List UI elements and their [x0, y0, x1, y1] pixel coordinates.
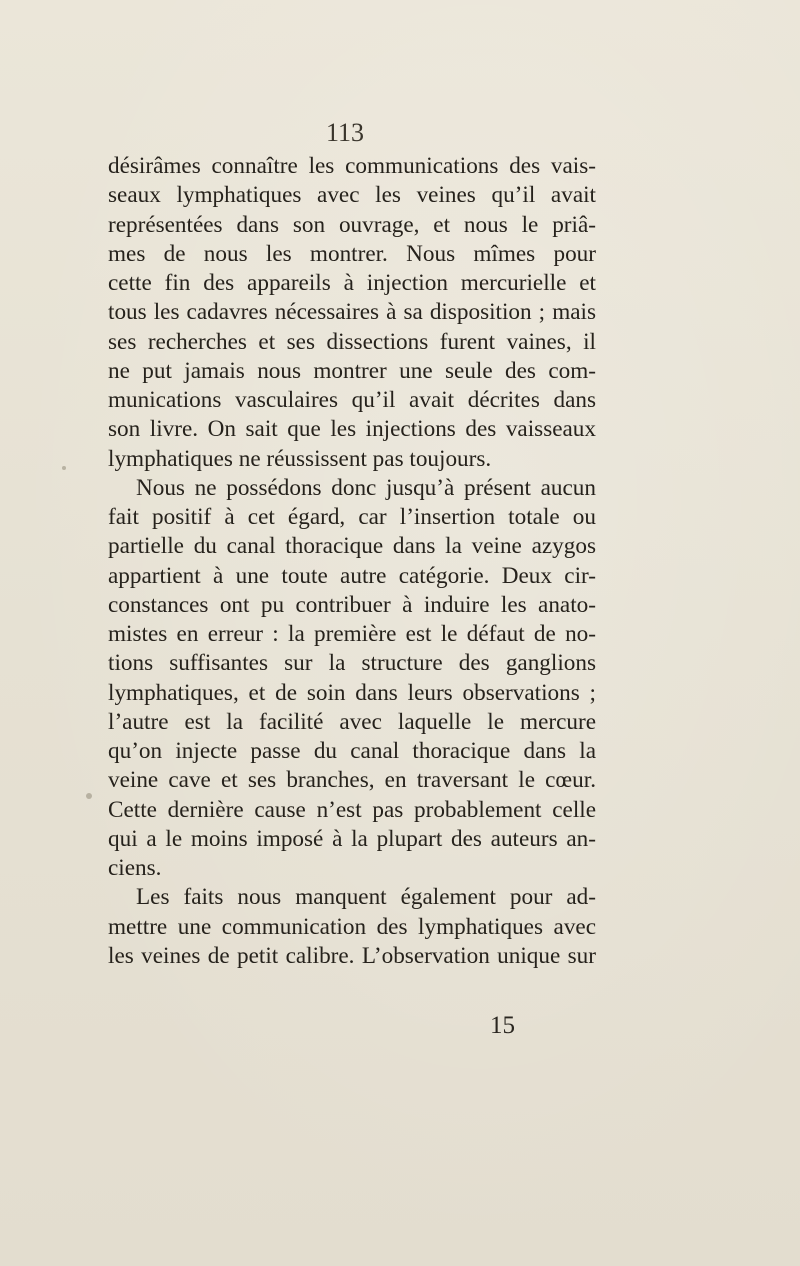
text-line: ne put jamais nous montrer une seule des com- — [108, 357, 596, 384]
text-line: partielle du canal thoracique dans la veine azygos — [108, 533, 596, 560]
text-line: l’autre est la facilité avec laquelle le mercure — [108, 708, 596, 735]
text-line: mistes en erreur : la première est le défaut de no- — [108, 621, 596, 647]
text-line: ses recherches et ses dissections furent vaines, il — [108, 328, 596, 355]
text-line: son livre. On sait que les injections des vaisseaux — [108, 416, 596, 443]
text-line: qu’on injecte passe du canal thoracique dans la — [108, 738, 596, 764]
text-line: ciens. — [108, 855, 162, 881]
text-line: lymphatiques, et de soin dans leurs observations ; — [108, 679, 596, 706]
body-text — [108, 152, 596, 971]
text-line: Les faits nous manquent également pour ad- — [136, 884, 596, 911]
text-line: constances ont pu contribuer à induire les anato- — [108, 591, 596, 618]
text-line: seaux lymphatiques avec les veines qu’il avait — [108, 182, 596, 209]
margin-speck — [62, 466, 66, 470]
text-line: mes de nous les montrer. Nous mîmes pour — [108, 240, 596, 267]
text-line: appartient à une toute autre catégorie. Deux cir- — [108, 562, 596, 589]
text-line: tous les cadavres nécessaires à sa disposition ; mais — [108, 299, 596, 326]
page-number: 113 — [325, 118, 365, 147]
signature-mark: 15 — [490, 1012, 515, 1039]
text-line: fait positif à cet égard, car l’insertion totale ou — [108, 504, 596, 530]
text-line: mettre une communication des lymphatiques avec — [108, 913, 596, 940]
text-line: munications vasculaires qu’il avait décrites dans — [108, 387, 596, 413]
text-line: veine cave et ses branches, en traversant le cœur. — [108, 767, 596, 794]
text-line: cette fin des appareils à injection mercurielle et — [108, 270, 596, 296]
text-line: qui a le moins imposé à la plupart des auteurs an- — [108, 825, 596, 852]
text-line: représentées dans son ouvrage, et nous le priâ- — [108, 211, 596, 238]
text-line: les veines de petit calibre. L’observation unique sur — [108, 942, 596, 969]
margin-speck — [86, 793, 92, 799]
text-line: désirâmes connaître les communications des vais- — [108, 153, 596, 179]
text-line: Nous ne possédons donc jusqu’à présent aucun — [136, 474, 596, 501]
text-line: lymphatiques ne réussissent pas toujours. — [108, 445, 492, 472]
text-line: tions suffisantes sur la structure des ganglions — [108, 650, 596, 677]
text-line: Cette dernière cause n’est pas probablement celle — [108, 796, 596, 823]
